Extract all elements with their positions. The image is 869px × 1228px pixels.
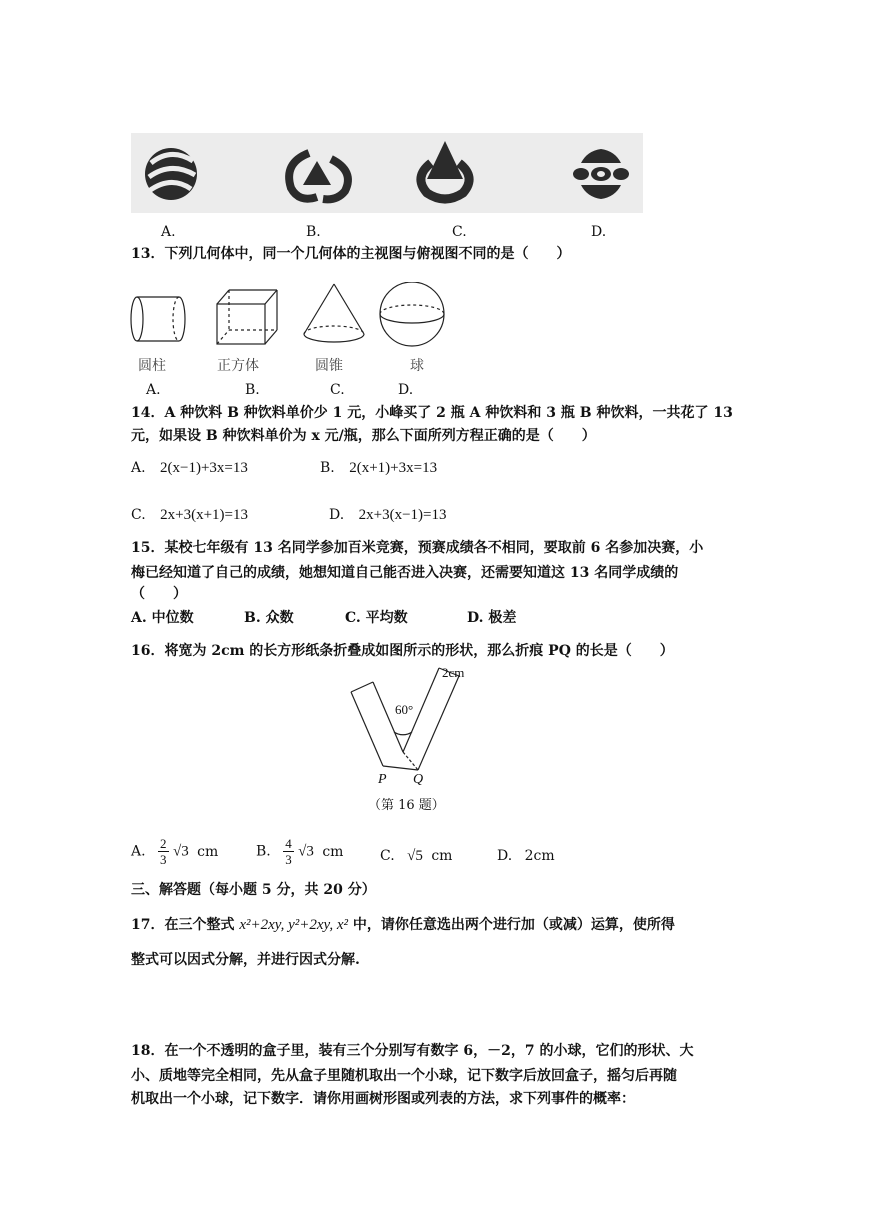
denominator: 3 — [285, 852, 292, 867]
denominator: 3 — [160, 852, 167, 867]
q17-tail: 中，请你任意选出两个进行加（或减）运算，使所得 — [352, 917, 675, 933]
q18-stem-line2: 小、质地等完全相同，先从盒子里随机取出一个小球，记下数字后放回盒子，摇匀后再随 — [131, 1068, 677, 1084]
triangle-dot-logo-icon — [421, 141, 469, 199]
point-p-label: P — [378, 772, 387, 787]
option-label: D. — [497, 848, 513, 864]
logo-options-strip — [131, 133, 643, 213]
shape-name-cylinder: 圆柱 — [138, 358, 166, 374]
equation: 2x+3(x+1)=13 — [160, 507, 248, 523]
q18-stem-line1: 18．在一个不透明的盒子里，装有三个分别写有数字 6，－2，7 的小球，它们的形状、大 — [131, 1043, 694, 1059]
option-label: D. — [329, 507, 345, 523]
q16-option-c[interactable] — [380, 846, 452, 866]
q14-stem-line1: 14．A 种饮料 B 种饮料单价少 1 元，小峰买了 2 瓶 A 种饮料和 3 瓶 B 种饮料，一共花了 13 — [131, 405, 733, 421]
q13-stem: 13．下列几何体中，同一个几何体的主视图与俯视图不同的是（ ） — [131, 246, 571, 262]
q15-stem-line3: （ ） — [131, 586, 187, 602]
q12-option-a[interactable]: A. — [161, 224, 176, 240]
swirl-s-logo-icon — [145, 148, 197, 200]
option-label: C. — [380, 848, 395, 864]
figure-caption: （第 16 题） — [368, 798, 445, 813]
fraction — [158, 836, 169, 867]
sphere-icon — [380, 282, 444, 346]
q17-expressions: x²+2xy, y²+2xy, x² — [239, 917, 349, 933]
unit: cm — [197, 843, 219, 860]
circle-triangle-logo-icon — [289, 153, 348, 199]
equation: 2(x−1)+3x=13 — [160, 460, 248, 476]
q13-option-a[interactable]: A. — [146, 382, 161, 398]
q16-option-b[interactable] — [256, 836, 343, 876]
radical: √3 — [172, 843, 189, 860]
q15-option-b[interactable]: B. 众数 — [244, 610, 294, 626]
shape-name-sphere: 球 — [410, 358, 424, 374]
equation: 2x+3(x−1)=13 — [358, 507, 447, 523]
q13-option-d[interactable]: D. — [398, 382, 414, 398]
fraction — [283, 836, 294, 867]
equation: 2(x+1)+3x=13 — [349, 460, 438, 476]
radical: √3 — [298, 843, 314, 860]
q17-stem-line1 — [131, 915, 675, 935]
q13-shapes — [128, 282, 458, 354]
unit: cm — [322, 843, 344, 860]
q14-option-c[interactable] — [131, 505, 248, 525]
option-label: C. — [131, 507, 146, 523]
radical: √5 — [407, 848, 423, 864]
angle-label: 60° — [395, 702, 414, 717]
cube-icon — [217, 290, 277, 344]
q12-option-c[interactable]: C. — [452, 224, 467, 240]
numerator: 4 — [285, 836, 292, 851]
q15-option-a[interactable]: A. 中位数 — [131, 610, 194, 626]
section-heading: 三、解答题（每小题 5 分，共 20 分） — [131, 882, 376, 898]
q16-option-a[interactable] — [131, 836, 218, 876]
q16-folded-strip-figure — [340, 662, 490, 792]
numerator: 2 — [160, 836, 167, 851]
option-label: B. — [256, 843, 271, 860]
q13-option-b[interactable]: B. — [245, 382, 260, 398]
q16-stem: 16．将宽为 2cm 的长方形纸条折叠成如图所示的形状，那么折痕 PQ 的长是（ ） — [131, 643, 674, 659]
cylinder-icon — [131, 297, 185, 341]
shape-name-cube: 正方体 — [217, 358, 259, 374]
unit: cm — [431, 848, 453, 864]
q14-stem-line2: 元，如果设 B 种饮料单价为 x 元/瓶，那么下面所列方程正确的是（ ） — [131, 428, 596, 444]
q12-option-d[interactable]: D. — [591, 224, 607, 240]
q14-option-a[interactable] — [131, 458, 248, 478]
q15-stem-line2: 梅已经知道了自己的成绩，她想知道自己能否进入决赛，还需要知道这 13 名同学成绩的 — [131, 565, 679, 581]
q15-option-c[interactable]: C. 平均数 — [345, 610, 408, 626]
cone-icon — [304, 284, 364, 342]
option-label: A. — [131, 843, 146, 860]
q14-option-b[interactable] — [320, 458, 437, 478]
q12-option-b[interactable]: B. — [306, 224, 321, 240]
diamond-cross-logo-icon — [573, 149, 629, 199]
q17-stem-line2: 整式可以因式分解，并进行因式分解. — [131, 952, 360, 968]
q18-stem-line3: 机取出一个小球，记下数字．请你用画树形图或列表的方法，求下列事件的概率： — [131, 1091, 635, 1107]
q13-option-c[interactable]: C. — [330, 382, 345, 398]
option-label: B. — [320, 460, 335, 476]
option-label: A. — [131, 460, 146, 476]
q14-option-d[interactable] — [329, 505, 447, 525]
q17-lead: 17．在三个整式 — [131, 917, 235, 933]
point-q-label: Q — [413, 772, 424, 787]
option-text: 2cm — [524, 848, 555, 864]
q15-option-d[interactable]: D. 极差 — [467, 610, 517, 626]
q16-option-d[interactable] — [497, 846, 555, 866]
width-label: 2cm — [442, 665, 465, 680]
shape-name-cone: 圆锥 — [315, 358, 343, 374]
q15-stem-line1: 15．某校七年级有 13 名同学参加百米竞赛，预赛成绩各不相同，要取前 6 名参加决赛，小 — [131, 540, 704, 556]
